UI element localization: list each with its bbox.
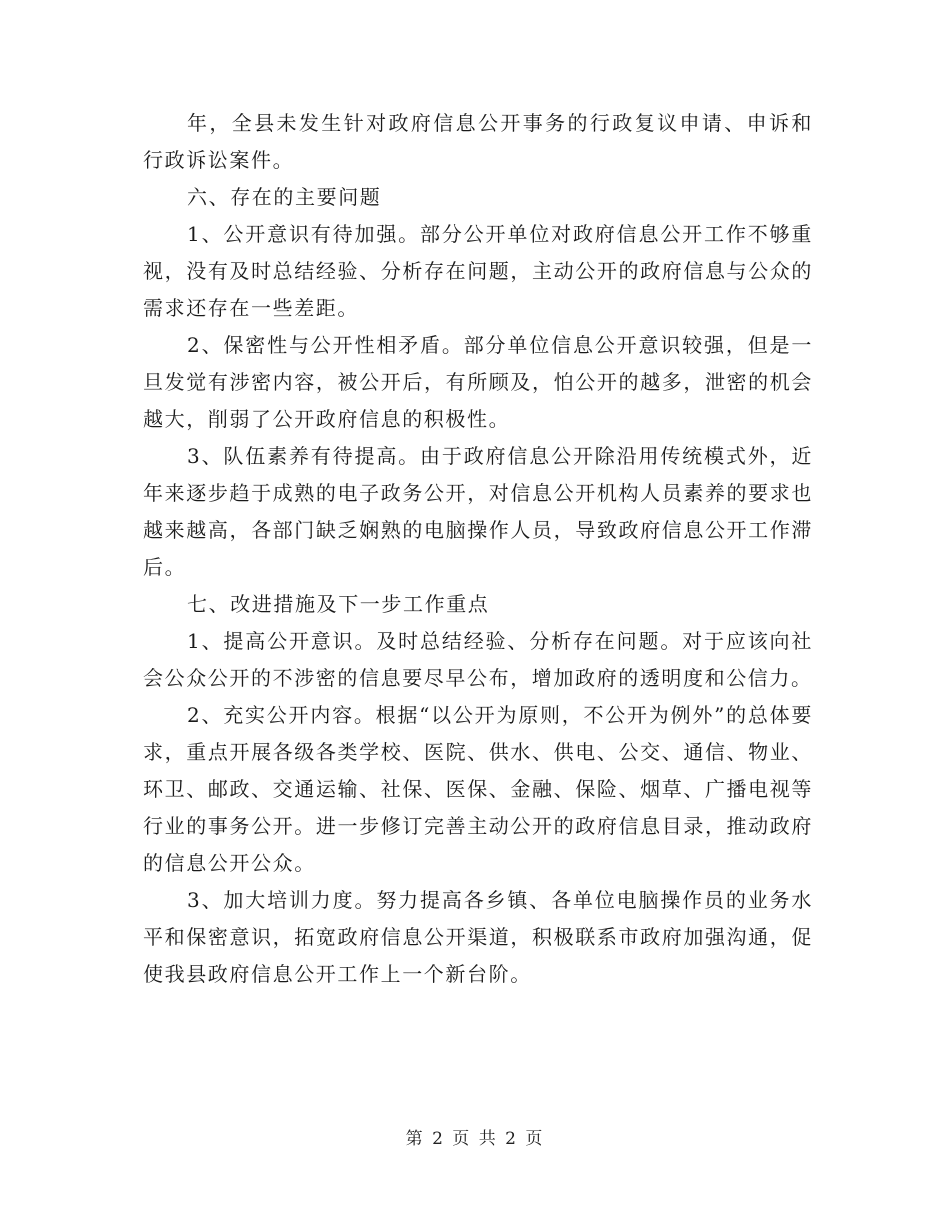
document-body — [143, 105, 813, 993]
paragraph-improvement-2: 2、充实公开内容。根据“以公开为原则，不公开为例外”的总体要求，重点开展各级各类学校、医院、供水、供电、公交、通信、物业、环卫、邮政、交通运输、社保、医保、金融、保险、烟草、广播电视等行业的事务公开。进一步修订完善主动公开的政府信息目录，推动政府的信息公开公众。 — [143, 703, 813, 875]
paragraph-improvement-3: 3、加大培训力度。努力提高各乡镇、各单位电脑操作员的业务水平和保密意识，拓宽政府信息公开渠道，积极联系市政府加强沟通，促使我县政府信息公开工作上一个新台阶。 — [143, 888, 813, 986]
page-number-footer: 第 2 页 共 2 页 — [405, 1129, 545, 1149]
paragraph-problem-2: 2、保密性与公开性相矛盾。部分单位信息公开意识较强，但是一旦发觉有涉密内容，被公开后，有所顾及，怕公开的越多，泄密的机会越大，削弱了公开政府信息的积极性。 — [143, 333, 813, 431]
paragraph-problem-1: 1、公开意识有待加强。部分公开单位对政府信息公开工作不够重视，没有及时总结经验、分析存在问题，主动公开的政府信息与公众的需求还存在一些差距。 — [143, 222, 813, 320]
section-heading-improvements: 七、改进措施及下一步工作重点 — [187, 592, 490, 616]
paragraph-problem-3: 3、队伍素养有待提高。由于政府信息公开除沿用传统模式外，近年来逐步趋于成熟的电子政务公开，对信息公开机构人员素养的要求也越来越高，各部门缺乏娴熟的电脑操作人员，导致政府信息公开工作滞后。 — [143, 444, 813, 579]
paragraph-improvement-1: 1、提高公开意识。及时总结经验、分析存在问题。对于应该向社会公众公开的不涉密的信息要尽早公布，增加政府的透明度和公信力。 — [143, 629, 813, 690]
section-heading-problems: 六、存在的主要问题 — [187, 185, 382, 209]
paragraph-conclusion: 年，全县未发生针对政府信息公开事务的行政复议申请、申诉和行政诉讼案件。 — [143, 111, 813, 172]
